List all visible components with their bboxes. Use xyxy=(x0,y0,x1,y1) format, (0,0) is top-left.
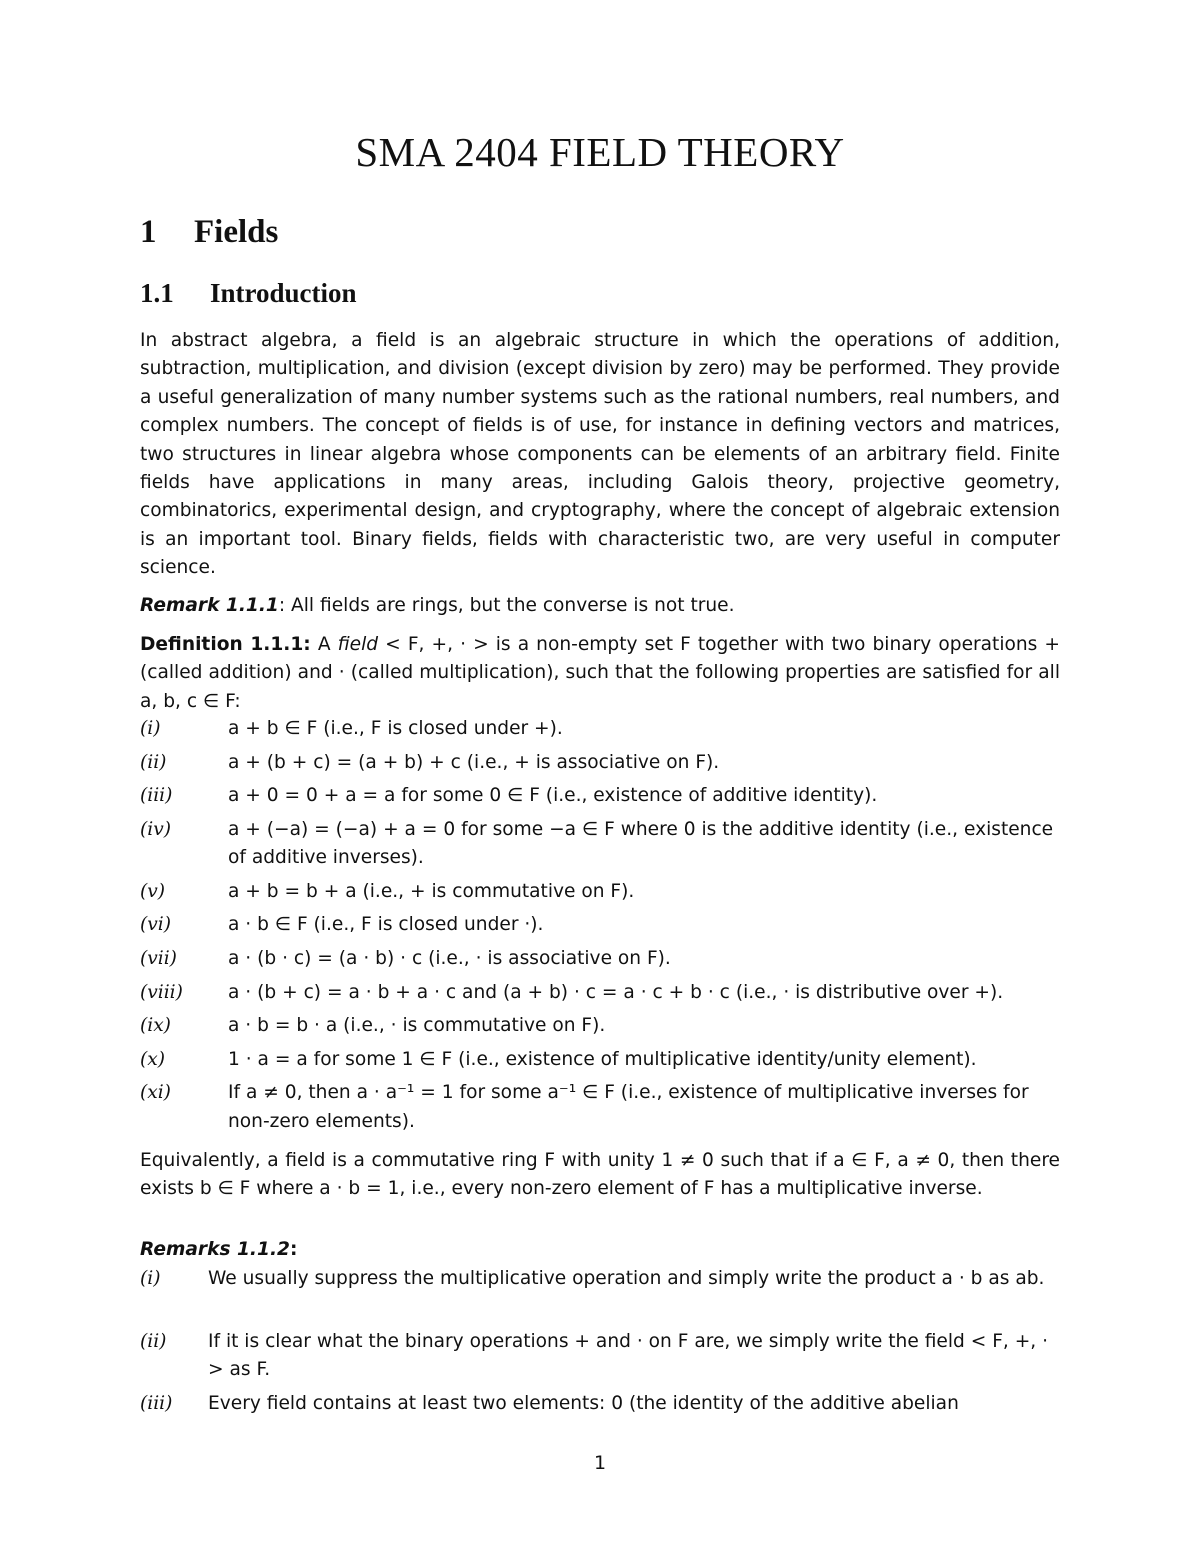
definition-pre: A xyxy=(310,634,338,655)
axiom-text: a + (b + c) = (a + b) + c (i.e., + is associative on F). xyxy=(228,751,720,773)
axiom-item xyxy=(140,715,1060,749)
equivalently-paragraph: Equivalently, a field is a commutative ring F with unity 1 ≠ 0 such that if a ∈ F, a ≠ 0, then there exists b ∈ F where a · b = 1, i.e., every non-zero element of F has a multiplicative inverse. xyxy=(140,1150,1060,1200)
axiom-label: (vii) xyxy=(140,947,177,969)
remark-item-text: If it is clear what the binary operations + and · on F are, we simply write the field < F, +, · > as F. xyxy=(208,1330,1049,1380)
axiom-item xyxy=(140,816,1060,878)
remarks-list xyxy=(140,1265,1060,1453)
definition-term: field xyxy=(337,634,379,655)
axiom-item xyxy=(140,1079,1060,1141)
axiom-text: 1 · a = a for some 1 ∈ F (i.e., existence of multiplicative identity/unity element). xyxy=(228,1048,977,1070)
subsection-title: Introduction xyxy=(210,278,357,308)
definition-text: < F, +, · > is a non-empty set F together with two binary operations + (called addition) and · (called multiplication), such that the following properties are satisfied for all a, b, c ∈ F: xyxy=(140,634,1061,712)
axiom-item xyxy=(140,749,1060,783)
remark-item-text: We usually suppress the multiplicative operation and simply write the product a · b as ab. xyxy=(208,1268,1045,1289)
axiom-text: a + b = b + a (i.e., + is commutative on F). xyxy=(228,880,635,902)
axiom-label: (iii) xyxy=(140,785,173,807)
section-title: Fields xyxy=(194,214,279,250)
axiom-label: (viii) xyxy=(140,981,183,1003)
subsection-number: 1.1 xyxy=(140,278,174,308)
axiom-label: (vi) xyxy=(140,914,171,936)
field-axioms-list xyxy=(140,715,1060,1141)
axiom-label: (x) xyxy=(140,1048,165,1070)
axiom-label: (ix) xyxy=(140,1015,171,1037)
remark-item xyxy=(140,1265,1060,1328)
section-number: 1 xyxy=(140,214,157,250)
axiom-label: (xi) xyxy=(140,1082,171,1104)
axiom-item xyxy=(140,911,1060,945)
axiom-label: (iv) xyxy=(140,818,171,840)
axiom-text: a · (b + c) = a · b + a · c and (a + b) · c = a · c + b · c (i.e., · is distributive over +). xyxy=(228,981,1004,1003)
remark-1-1-1 xyxy=(140,592,1060,620)
remark-item-label: (ii) xyxy=(140,1330,167,1352)
axiom-item xyxy=(140,979,1060,1013)
axiom-item xyxy=(140,1012,1060,1046)
definition-label: Definition 1.1.1: xyxy=(140,634,311,655)
axiom-text: If a ≠ 0, then a · a⁻¹ = 1 for some a⁻¹ ∈ F (i.e., existence of multiplicative inverses for non-zero elements). xyxy=(228,1082,1029,1132)
axiom-label: (i) xyxy=(140,718,161,739)
remark-item xyxy=(140,1328,1060,1391)
remarks-label: Remarks 1.1.2 xyxy=(140,1239,290,1260)
intro-paragraph: In abstract algebra, a field is an algebraic structure in which the operations of addition, subtraction, multiplication, and division (except division by zero) may be performed. They provide a useful generalization of many number systems such as the rational numbers, real numbers, and complex numbers. The concept of fields is of use, for instance in defining vectors and matrices, two structures in linear algebra whose components can be elements of an arbitrary field. Finite fields have applications in many areas, including Galois theory, projective geometry, combinatorics, experimental design, and cryptography, where the concept of algebraic extension is an important tool. Binary fields, fields with characteristic two, are very useful in computer science. xyxy=(140,330,1060,579)
section-heading xyxy=(140,214,278,251)
remarks-colon: : xyxy=(289,1239,298,1260)
remark-item-text: Every field contains at least two elements: 0 (the identity of the additive abelian xyxy=(208,1393,959,1414)
subsection-heading xyxy=(140,278,357,309)
axiom-item xyxy=(140,878,1060,912)
remark-text: : All fields are rings, but the converse is not true. xyxy=(278,595,735,616)
axiom-text: a · (b · c) = (a · b) · c (i.e., · is associative on F). xyxy=(228,947,671,969)
axiom-item xyxy=(140,1046,1060,1080)
remarks-1-1-2-heading xyxy=(140,1236,1060,1264)
axiom-text: a + 0 = 0 + a = a for some 0 ∈ F (i.e., existence of additive identity). xyxy=(228,785,878,807)
axiom-item xyxy=(140,782,1060,816)
remark-item-label: (i) xyxy=(140,1268,161,1289)
remark-label: Remark 1.1.1 xyxy=(140,595,279,616)
remark-item-label: (iii) xyxy=(140,1393,173,1414)
axiom-text: a · b = b · a (i.e., · is commutative on F). xyxy=(228,1015,606,1037)
axiom-item xyxy=(140,945,1060,979)
axiom-label: (ii) xyxy=(140,751,167,773)
remark-item xyxy=(140,1390,1060,1453)
axiom-label: (v) xyxy=(140,880,166,902)
definition-1-1-1 xyxy=(140,631,1060,716)
axiom-text: a · b ∈ F (i.e., F is closed under ·). xyxy=(228,914,544,936)
axiom-text: a + (−a) = (−a) + a = 0 for some −a ∈ F where 0 is the additive identity (i.e., existence of additive inverses). xyxy=(228,818,1054,869)
document-title: SMA 2404 FIELD THEORY xyxy=(355,129,845,175)
axiom-text: a + b ∈ F (i.e., F is closed under +). xyxy=(228,718,563,739)
page-number: 1 xyxy=(593,1452,607,1474)
